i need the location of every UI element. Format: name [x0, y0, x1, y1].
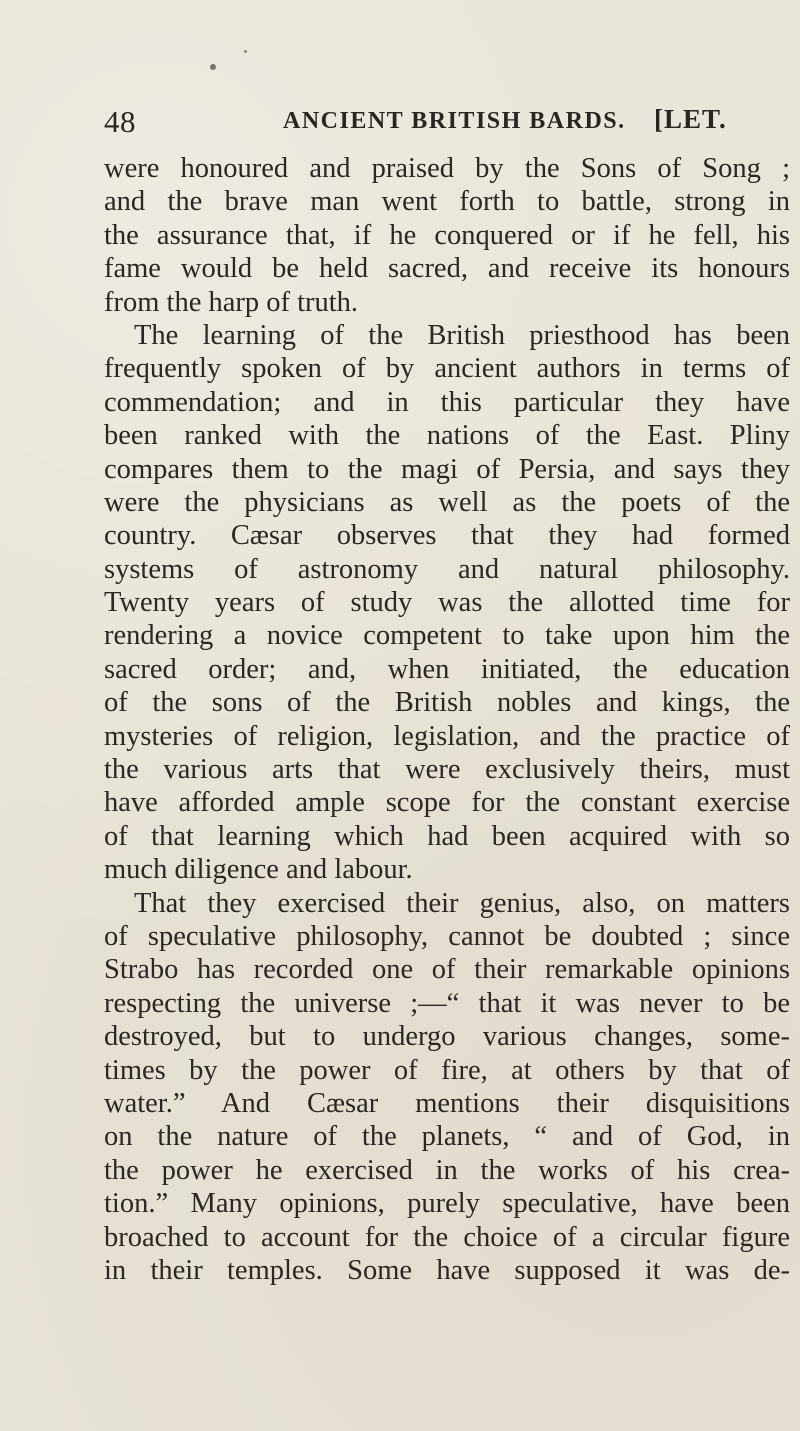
text-line: the assurance that, if he conquered or if he fell, his [104, 219, 790, 251]
page-number: 48 [104, 104, 136, 139]
text-line: of the sons of the British nobles and kings, the [104, 687, 790, 719]
text-line: times by the power of fire, at others by that of [104, 1054, 790, 1086]
text-line: tion.” Many opinions, purely speculative, have been [104, 1188, 790, 1220]
text-line: mysteries of religion, legislation, and the practice of [104, 720, 790, 752]
text-line: commendation; and in this particular they have [104, 386, 790, 418]
text-line: rendering a novice competent to take upon him the [104, 620, 790, 652]
section-mark: [LET. [654, 104, 727, 134]
text-line: Strabo has recorded one of their remarkable opinions [104, 954, 790, 986]
running-title: ANCIENT BRITISH BARDS. [283, 108, 626, 134]
text-line: sacred order; and, when initiated, the education [104, 653, 790, 685]
text-line: of that learning which had been acquired with so [104, 820, 790, 852]
text-line: Twenty years of study was the allotted time for [104, 587, 790, 619]
text-line: country. Cæsar observes that they had formed [104, 520, 790, 552]
text-line: from the harp of truth. [104, 286, 359, 318]
text-line: the power he exercised in the works of his crea- [104, 1154, 790, 1186]
text-line: destroyed, but to undergo various changes, some- [104, 1021, 790, 1053]
text-line: on the nature of the planets, “ and of God, in [104, 1121, 790, 1153]
text-line: been ranked with the nations of the East. Pliny [104, 420, 790, 452]
text-line: respecting the universe ;—“ that it was never to be [104, 987, 790, 1019]
text-line: That they exercised their genius, also, on matters [134, 887, 790, 919]
text-line: in their temples. Some have supposed it was de- [104, 1254, 790, 1286]
text-line: were the physicians as well as the poets of the [104, 486, 790, 518]
text-line: The learning of the British priesthood has been [134, 319, 790, 351]
text-line: and the brave man went forth to battle, strong in [104, 186, 790, 218]
running-header [104, 104, 794, 144]
text-line: broached to account for the choice of a circular figure [104, 1221, 790, 1253]
text-line: the various arts that were exclusively theirs, must [104, 754, 790, 786]
text-line: compares them to the magi of Persia, and says they [104, 453, 790, 485]
text-line: frequently spoken of by ancient authors in terms of [104, 353, 790, 385]
text-line: of speculative philosophy, cannot be doubted ; since [104, 920, 790, 952]
ink-speck [210, 64, 216, 70]
ink-speck-small [244, 50, 247, 53]
text-line: much diligence and labour. [104, 854, 413, 886]
text-line: systems of astronomy and natural philosophy. [104, 553, 790, 585]
text-line: fame would be held sacred, and receive its honours [104, 253, 790, 285]
text-line: have afforded ample scope for the constant exercise [104, 787, 790, 819]
text-line: water.” And Cæsar mentions their disquisitions [104, 1087, 790, 1119]
body-text [104, 152, 790, 1287]
text-line: were honoured and praised by the Sons of Song ; [104, 153, 790, 184]
